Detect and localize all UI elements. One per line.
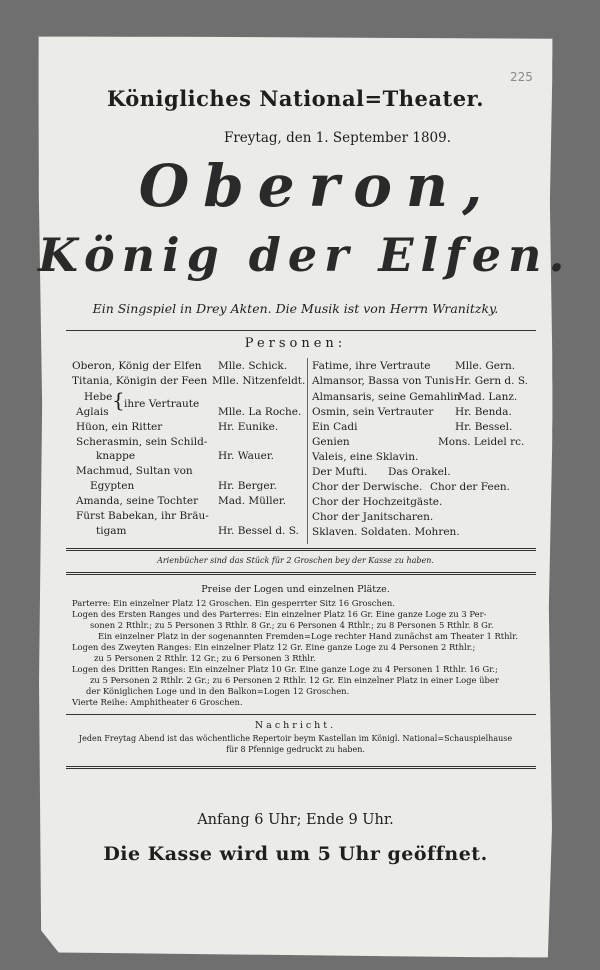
cast-actor: Mlle. Schick.	[218, 360, 288, 372]
cast-role: Hüon, ein Ritter	[76, 421, 163, 433]
cast-actor: Hr. Eunike.	[218, 421, 279, 433]
price-line: der Königlichen Loge und in den Balkon=Logen 12 Groschen.	[86, 686, 350, 696]
brace-symbol: {	[112, 388, 125, 412]
price-line: zu 5 Personen 2 Rthlr. 2 Gr.; zu 6 Personen 2 Rthlr. 12 Gr. Ein einzelner Platz in einer Loge über	[90, 675, 499, 685]
cast-column-divider	[307, 358, 308, 544]
cast-actor: Hr. Bessel.	[455, 421, 513, 433]
cast-role: Genien	[312, 436, 350, 448]
personen-heading: Personen:	[244, 336, 347, 351]
price-line: Vierte Reihe: Amphitheater 6 Groschen.	[72, 697, 243, 707]
cast-role: Scherasmin, sein Schild-	[76, 436, 208, 448]
cast-role: tigam	[96, 525, 127, 537]
cast-role: Osmin, sein Vertrauter	[312, 406, 434, 418]
cast-actor: Hr. Benda.	[455, 406, 512, 418]
cast-role: Aglais	[76, 406, 109, 418]
rule-after-note	[66, 572, 536, 575]
cast-role: Almansor, Bassa von Tunis	[312, 375, 455, 387]
cast-actor: Das Orakel.	[388, 466, 451, 478]
cast-role: Hebe	[84, 391, 113, 403]
box-office-opening: Die Kasse wird um 5 Uhr geöffnet.	[103, 843, 488, 865]
cast-actor: Chor der Feen.	[430, 481, 511, 493]
cast-role: Chor der Derwische.	[312, 481, 423, 493]
cast-role: Valeis, eine Sklavin.	[312, 451, 419, 463]
cast-actor: Mlle. Nitzenfeldt.	[212, 375, 306, 387]
brace-label: ihre Vertraute	[124, 398, 200, 410]
cast-role: Oberon, König der Elfen	[72, 360, 202, 372]
price-line: Logen des Dritten Ranges: Ein einzelner Platz 10 Gr. Eine ganze Loge zu 4 Personen 1 Rthlr. 16 Gr.;	[72, 664, 498, 674]
cast-actor: Hr. Wauer.	[218, 450, 275, 462]
rule-after-prices	[66, 714, 536, 715]
page-number: 225	[510, 70, 533, 84]
cast-role: Sklaven. Soldaten. Mohren.	[312, 526, 460, 538]
cast-role: Ein Cadi	[312, 421, 358, 433]
rule-after-notice	[66, 766, 536, 769]
notice-line1: Jeden Freytag Abend ist das wöchentliche Repertoir beym Kastellan im Königl. National=Schauspielhause	[78, 734, 513, 743]
play-title-line1: Oberon,	[138, 152, 497, 220]
cast-role: Fürst Babekan, ihr Bräu-	[76, 510, 209, 522]
rule-top	[66, 330, 536, 331]
cast-role: Amanda, seine Tochter	[76, 495, 199, 507]
cast-actor: Mad. Müller.	[218, 495, 287, 507]
cast-actor: Mons. Leidel rc.	[438, 436, 525, 448]
price-line: sonen 2 Rthlr.; zu 5 Personen 3 Rthlr. 8 Gr.; zu 6 Personen 4 Rthlr.; zu 8 Personen 5 Rthlr. 8 Gr.	[90, 620, 494, 630]
notice-heading: Nachricht.	[254, 720, 337, 731]
cast-role: Almansaris, seine Gemahlin	[312, 391, 461, 403]
cast-actor: Hr. Gern d. S.	[455, 375, 528, 387]
cast-role: Egypten	[90, 480, 135, 492]
price-line: Parterre: Ein einzelner Platz 12 Groschen. Ein gesperrter Sitz 16 Groschen.	[72, 598, 395, 608]
notice-line2: für 8 Pfennige gedruckt zu haben.	[226, 745, 365, 754]
cast-role: Machmud, Sultan von	[76, 465, 193, 477]
price-line: zu 5 Personen 2 Rthlr. 12 Gr.; zu 6 Personen 3 Rthlr.	[94, 653, 316, 663]
theater-name: Königliches National=Theater.	[106, 86, 485, 111]
performance-times: Anfang 6 Uhr; Ende 9 Uhr.	[197, 812, 394, 828]
price-line: Ein einzelner Platz in der sogenannten Fremden=Loge rechter Hand zunächst am Theater 1 Rthlr.	[98, 631, 518, 641]
cast-actor: Mlle. Gern.	[455, 360, 516, 372]
cast-role: knappe	[96, 450, 136, 462]
performance-date: Freytag, den 1. September 1809.	[223, 130, 452, 146]
cast-role: Chor der Janitscharen.	[312, 511, 434, 523]
cast-actor: Hr. Bessel d. S.	[218, 525, 299, 537]
rule-after-cast	[66, 548, 536, 551]
price-line: Logen des Zweyten Ranges: Ein einzelner Platz 12 Gr. Eine ganze Loge zu 4 Personen 2 Rthlr.;	[72, 642, 476, 652]
cast-role: Chor der Hochzeitgäste.	[312, 496, 443, 508]
cast-actor: Hr. Berger.	[218, 480, 277, 492]
cast-actor: Mad. Lanz.	[458, 391, 518, 403]
play-title-line2: König der Elfen.	[38, 228, 572, 282]
libretto-note: Arienbücher sind das Stück für 2 Groschen bey der Kasse zu haben.	[157, 556, 434, 565]
cast-role: Titania, Königin der Feen	[72, 375, 208, 387]
play-subtitle: Ein Singspiel in Drey Akten. Die Musik ist von Herrn Wranitzky.	[92, 301, 499, 316]
prices-heading: Preise der Logen und einzelnen Plätze.	[201, 584, 390, 595]
cast-role: Der Mufti.	[312, 466, 368, 478]
cast-role: Fatime, ihre Vertraute	[312, 360, 431, 372]
price-line: Logen des Ersten Ranges und des Parterres: Ein einzelner Platz 16 Gr. Eine ganze Loge zu 3 Per-	[72, 609, 487, 619]
cast-actor: Mlle. La Roche.	[218, 406, 302, 418]
